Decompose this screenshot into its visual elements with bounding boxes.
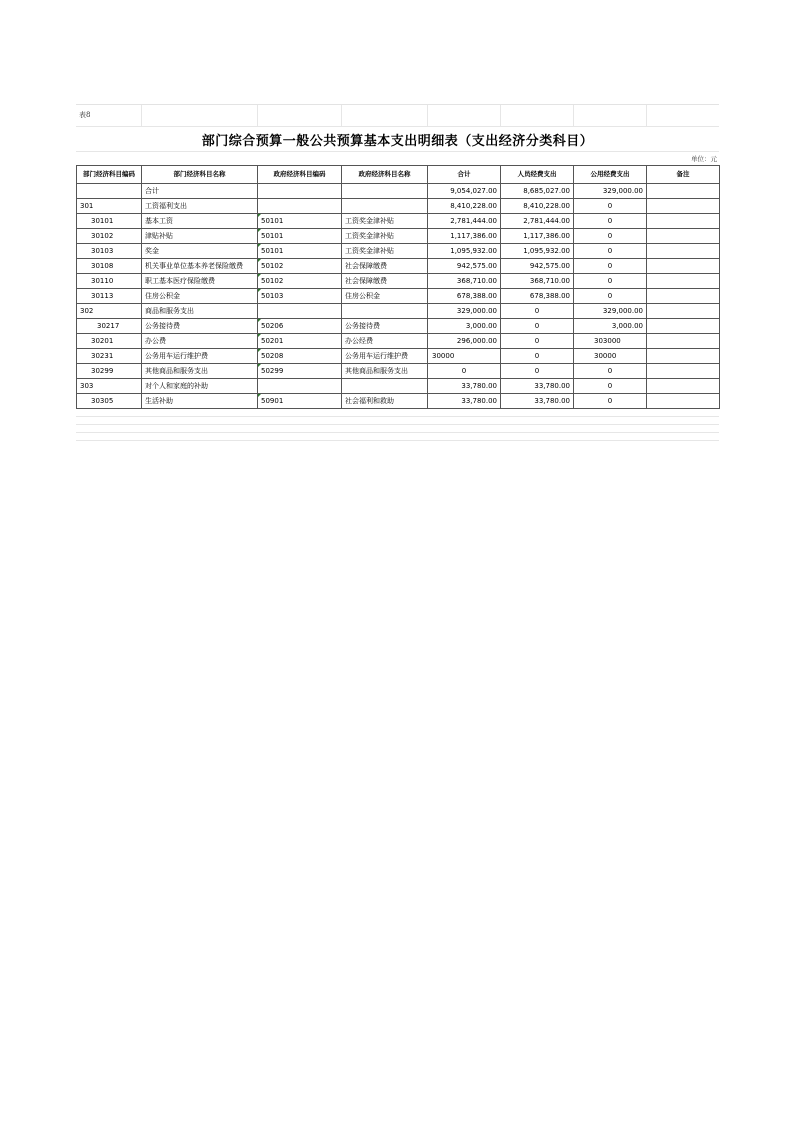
table-row — [77, 244, 720, 259]
cell-gov-code: 50102 — [258, 259, 342, 274]
cell-gov-code: 50299 — [258, 364, 342, 379]
cell-gov-code — [258, 379, 342, 394]
cell-personnel: 8,410,228.00 — [501, 199, 574, 214]
cell-public: 0 — [574, 394, 647, 409]
cell-gov-name: 住房公积金 — [342, 289, 428, 304]
cell-public: 0 — [574, 229, 647, 244]
cell-gov-code — [258, 304, 342, 319]
table-row — [77, 214, 720, 229]
cell-code: 30201 — [77, 334, 142, 349]
cell-gov-code — [258, 184, 342, 199]
column-header: 政府经济科目编码 — [258, 166, 342, 184]
column-header: 政府经济科目名称 — [342, 166, 428, 184]
cell-total: 8,410,228.00 — [428, 199, 501, 214]
table-row — [77, 274, 720, 289]
cell-code — [77, 184, 142, 199]
table-row — [77, 319, 720, 334]
column-header: 人员经费支出 — [501, 166, 574, 184]
cell-personnel: 8,685,027.00 — [501, 184, 574, 199]
cell-name: 其他商品和服务支出 — [142, 364, 258, 379]
cell-gov-name: 社会保障缴费 — [342, 259, 428, 274]
cell-code: 30102 — [77, 229, 142, 244]
table-row — [77, 184, 720, 199]
cell-total: 296,000.00 — [428, 334, 501, 349]
cell-note — [647, 319, 720, 334]
cell-code: 30299 — [77, 364, 142, 379]
cell-gov-name — [342, 199, 428, 214]
cell-gov-name: 工资奖金津补贴 — [342, 244, 428, 259]
cell-name: 津贴补贴 — [142, 229, 258, 244]
cell-total: 33,780.00 — [428, 379, 501, 394]
cell-personnel: 33,780.00 — [501, 379, 574, 394]
cell-name: 基本工资 — [142, 214, 258, 229]
cell-note — [647, 289, 720, 304]
column-header: 公用经费支出 — [574, 166, 647, 184]
table-row — [77, 304, 720, 319]
cell-personnel: 368,710.00 — [501, 274, 574, 289]
cell-total: 942,575.00 — [428, 259, 501, 274]
cell-note — [647, 244, 720, 259]
cell-note — [647, 349, 720, 364]
table-row — [77, 334, 720, 349]
cell-code: 30108 — [77, 259, 142, 274]
cell-gov-code: 50101 — [258, 244, 342, 259]
cell-personnel: 0 — [501, 334, 574, 349]
sheet-tag-row — [76, 104, 719, 126]
cell-name: 生活补助 — [142, 394, 258, 409]
cell-gov-name — [342, 184, 428, 199]
cell-gov-name: 社会福利和救助 — [342, 394, 428, 409]
cell-gov-code — [258, 199, 342, 214]
cell-code: 301 — [77, 199, 142, 214]
cell-note — [647, 259, 720, 274]
spreadsheet-page — [76, 104, 719, 439]
cell-total: 1,117,386.00 — [428, 229, 501, 244]
blank-rows — [76, 409, 719, 439]
table-row — [77, 379, 720, 394]
cell-code: 30305 — [77, 394, 142, 409]
sheet-tag: 表8 — [79, 111, 91, 119]
column-header: 部门经济科目名称 — [142, 166, 258, 184]
cell-personnel: 0 — [501, 364, 574, 379]
cell-personnel: 0 — [501, 319, 574, 334]
cell-note — [647, 379, 720, 394]
cell-name: 住房公积金 — [142, 289, 258, 304]
cell-gov-name — [342, 304, 428, 319]
cell-note — [647, 229, 720, 244]
cell-note — [647, 364, 720, 379]
cell-public: 0 — [574, 274, 647, 289]
cell-public: 0 — [574, 199, 647, 214]
cell-personnel: 678,388.00 — [501, 289, 574, 304]
cell-total: 678,388.00 — [428, 289, 501, 304]
cell-name: 工资福利支出 — [142, 199, 258, 214]
cell-public: 329,000.00 — [574, 184, 647, 199]
cell-public: 0 — [574, 214, 647, 229]
title-row — [76, 126, 719, 151]
cell-gov-code: 50102 — [258, 274, 342, 289]
cell-name: 公务用车运行维护费 — [142, 349, 258, 364]
cell-gov-name: 公务用车运行维护费 — [342, 349, 428, 364]
page-title: 部门综合预算一般公共预算基本支出明细表（支出经济分类科目） — [201, 133, 594, 149]
cell-public: 30000 — [574, 349, 647, 364]
column-header: 合计 — [428, 166, 501, 184]
cell-personnel: 1,117,386.00 — [501, 229, 574, 244]
table-row — [77, 259, 720, 274]
cell-note — [647, 394, 720, 409]
cell-total: 2,781,444.00 — [428, 214, 501, 229]
cell-gov-code: 50201 — [258, 334, 342, 349]
table-row — [77, 394, 720, 409]
unit-label: 单位：元 — [691, 155, 717, 163]
cell-personnel: 1,095,932.00 — [501, 244, 574, 259]
cell-gov-name: 社会保障缴费 — [342, 274, 428, 289]
cell-gov-code: 50103 — [258, 289, 342, 304]
cell-gov-code: 50101 — [258, 214, 342, 229]
cell-public: 3,000.00 — [574, 319, 647, 334]
cell-total: 30000 — [428, 349, 501, 364]
cell-public: 303000 — [574, 334, 647, 349]
cell-note — [647, 304, 720, 319]
cell-total: 0 — [428, 364, 501, 379]
cell-gov-code: 50101 — [258, 229, 342, 244]
table-row — [77, 229, 720, 244]
cell-gov-name: 工资奖金津补贴 — [342, 214, 428, 229]
cell-public: 0 — [574, 379, 647, 394]
cell-gov-code: 50208 — [258, 349, 342, 364]
cell-gov-name: 公务接待费 — [342, 319, 428, 334]
cell-name: 商品和服务支出 — [142, 304, 258, 319]
cell-gov-name: 办公经费 — [342, 334, 428, 349]
cell-note — [647, 214, 720, 229]
cell-gov-name: 其他商品和服务支出 — [342, 364, 428, 379]
cell-public: 0 — [574, 289, 647, 304]
cell-public: 0 — [574, 259, 647, 274]
cell-personnel: 2,781,444.00 — [501, 214, 574, 229]
cell-total: 9,054,027.00 — [428, 184, 501, 199]
cell-name: 公务接待费 — [142, 319, 258, 334]
cell-code: 30231 — [77, 349, 142, 364]
cell-name: 对个人和家庭的补助 — [142, 379, 258, 394]
column-header: 部门经济科目编码 — [77, 166, 142, 184]
cell-code: 302 — [77, 304, 142, 319]
cell-personnel: 33,780.00 — [501, 394, 574, 409]
unit-row — [76, 151, 719, 165]
cell-name: 奖金 — [142, 244, 258, 259]
cell-code: 30110 — [77, 274, 142, 289]
cell-total: 3,000.00 — [428, 319, 501, 334]
cell-name: 合计 — [142, 184, 258, 199]
table-row — [77, 349, 720, 364]
cell-name: 机关事业单位基本养老保险缴费 — [142, 259, 258, 274]
cell-code: 30113 — [77, 289, 142, 304]
cell-total: 368,710.00 — [428, 274, 501, 289]
cell-code: 30101 — [77, 214, 142, 229]
cell-note — [647, 184, 720, 199]
cell-public: 329,000.00 — [574, 304, 647, 319]
cell-gov-code: 50901 — [258, 394, 342, 409]
cell-code: 30217 — [77, 319, 142, 334]
cell-public: 0 — [574, 364, 647, 379]
table-row — [77, 199, 720, 214]
cell-note — [647, 274, 720, 289]
table-body — [77, 184, 720, 409]
table-row — [77, 289, 720, 304]
budget-table — [76, 165, 720, 409]
cell-name: 职工基本医疗保险缴费 — [142, 274, 258, 289]
cell-gov-name: 工资奖金津补贴 — [342, 229, 428, 244]
cell-note — [647, 199, 720, 214]
cell-total: 1,095,932.00 — [428, 244, 501, 259]
cell-gov-code: 50206 — [258, 319, 342, 334]
cell-name: 办公费 — [142, 334, 258, 349]
column-header: 备注 — [647, 166, 720, 184]
cell-personnel: 942,575.00 — [501, 259, 574, 274]
cell-total: 33,780.00 — [428, 394, 501, 409]
cell-personnel: 0 — [501, 304, 574, 319]
cell-note — [647, 334, 720, 349]
cell-code: 30103 — [77, 244, 142, 259]
table-header-row — [77, 166, 720, 184]
cell-code: 303 — [77, 379, 142, 394]
cell-public: 0 — [574, 244, 647, 259]
table-row — [77, 364, 720, 379]
cell-gov-name — [342, 379, 428, 394]
cell-total: 329,000.00 — [428, 304, 501, 319]
cell-personnel: 0 — [501, 349, 574, 364]
